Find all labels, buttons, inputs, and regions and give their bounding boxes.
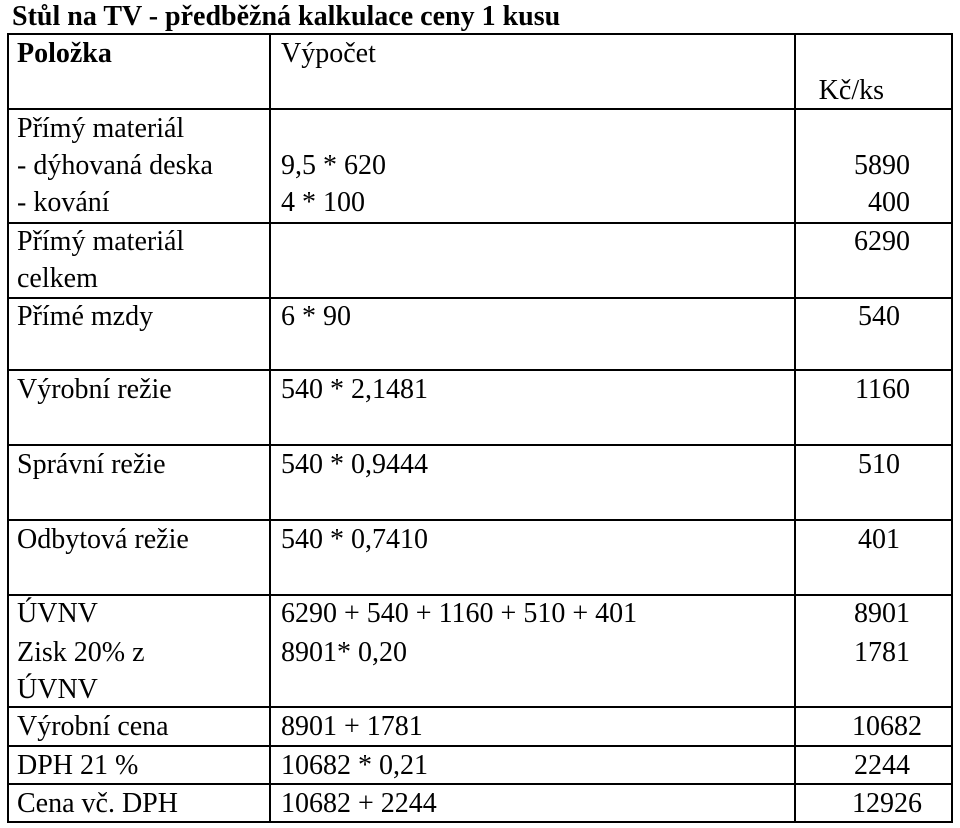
- row-calculation: 10682 + 2244: [281, 788, 437, 819]
- row-value: 510: [858, 449, 900, 480]
- row-value: 12926: [852, 788, 922, 819]
- row-value: 540: [858, 301, 900, 332]
- row-calculation: 10682 * 0,21: [281, 750, 428, 781]
- row-calculation: 4 * 100: [281, 187, 365, 218]
- table-border-left: [7, 33, 9, 823]
- table-border-right: [951, 33, 953, 823]
- row-label: Odbytová režie: [17, 524, 189, 555]
- row-label: ÚVNV: [17, 598, 98, 629]
- row-value: 2244: [854, 750, 910, 781]
- row-value: 400: [868, 187, 910, 218]
- row-label: DPH 21 %: [17, 750, 139, 781]
- row-label: ÚVNV: [17, 674, 98, 705]
- row-calculation: 8901* 0,20: [281, 637, 407, 668]
- row-value: 1160: [855, 374, 910, 405]
- table-border-top: [7, 33, 953, 35]
- row-label: Výrobní cena: [17, 711, 169, 742]
- table-border-8: [7, 745, 953, 747]
- row-value: 1781: [854, 637, 910, 668]
- row-calculation: 6290 + 540 + 1160 + 510 + 401: [281, 598, 638, 629]
- row-label: - kování: [17, 187, 110, 218]
- row-label: - dýhovaná deska: [17, 150, 213, 181]
- table-border-col1: [269, 33, 271, 823]
- header-unit: Kč/ks: [818, 75, 884, 106]
- row-value: 6290: [854, 226, 910, 257]
- row-calculation: 540 * 0,7410: [281, 524, 428, 555]
- row-calculation: 540 * 0,9444: [281, 449, 428, 480]
- row-label: Správní režie: [17, 449, 166, 480]
- row-calculation: 540 * 2,1481: [281, 374, 428, 405]
- document-title: Stůl na TV - předběžná kalkulace ceny 1 kusu: [12, 1, 561, 32]
- row-label: celkem: [17, 263, 98, 294]
- row-value: 10682: [852, 711, 922, 742]
- row-label: Přímý materiál: [17, 226, 185, 257]
- row-value: 401: [858, 524, 900, 555]
- table-border-col2: [794, 33, 796, 823]
- row-value: 5890: [854, 150, 910, 181]
- header-calculation: Výpočet: [281, 38, 376, 69]
- header-item: Položka: [17, 38, 112, 69]
- row-value: 8901: [854, 598, 910, 629]
- row-label: Přímé mzdy: [17, 301, 154, 332]
- row-calculation: 8901 + 1781: [281, 711, 423, 742]
- row-label: Přímý materiál: [17, 113, 185, 144]
- row-calculation: 9,5 * 620: [281, 150, 386, 181]
- row-calculation: 6 * 90: [281, 301, 351, 332]
- row-label: Zisk 20% z: [17, 637, 145, 668]
- row-label: Cena vč. DPH: [17, 788, 178, 819]
- row-label: Výrobní režie: [17, 374, 172, 405]
